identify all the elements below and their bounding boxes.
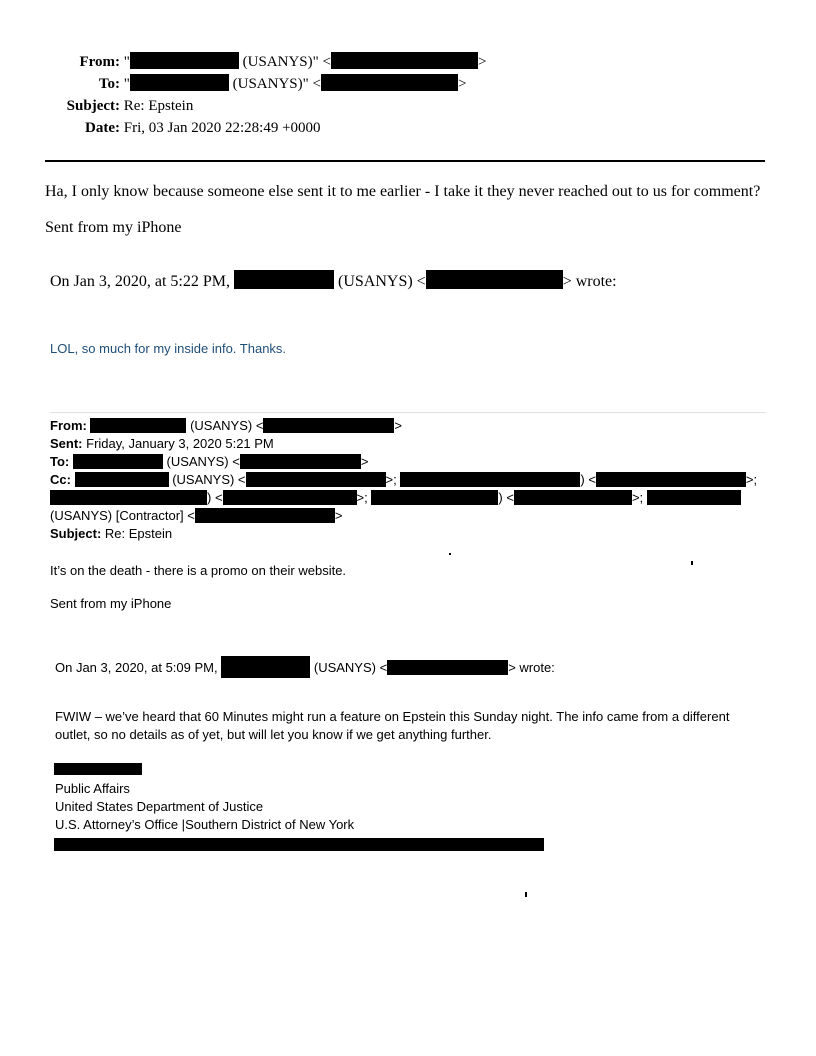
fwd-cc-sep: >; <box>631 490 644 505</box>
fwd-cc-line <box>50 471 757 489</box>
reply-signature: Sent from my iPhone <box>45 219 182 236</box>
from-label: From: <box>79 54 120 70</box>
redaction-bar <box>221 656 310 678</box>
redaction-bar <box>514 490 632 505</box>
fwd-to-close: > <box>360 454 369 469</box>
scan-speck <box>449 553 451 555</box>
fwd-to-org: (USANYS) < <box>166 454 240 469</box>
quote1-intro <box>50 270 617 291</box>
quote2-body-line2: outlet, so no details as of yet, but will let you know if we get anything further. <box>55 727 492 742</box>
redaction-bar <box>223 490 357 505</box>
redaction-bar <box>240 454 361 469</box>
to-org: (USANYS)" < <box>232 76 321 92</box>
quote1-intro-suffix: > wrote: <box>562 273 617 290</box>
from-close: > <box>477 54 487 70</box>
fwd-to-label: To: <box>50 454 70 469</box>
redaction-bar <box>73 454 163 469</box>
fwd-cc-sep: >; <box>385 472 397 487</box>
fwd-from-close: > <box>394 418 403 433</box>
quote1-intro-org: (USANYS) < <box>338 273 426 290</box>
fwd-sent-label: Sent: <box>50 436 83 451</box>
header-from-line <box>0 52 486 72</box>
fwd-contractor-line <box>50 507 342 525</box>
quote2-intro-prefix: On Jan 3, 2020, at 5:09 PM, <box>55 660 218 675</box>
fwd-cc-sep: >; <box>356 490 368 505</box>
subject-value: Re: Epstein <box>123 98 194 114</box>
header-subject-line <box>0 96 193 116</box>
quote2-intro-org: (USANYS) < <box>313 660 388 675</box>
redaction-bar <box>371 490 498 505</box>
fwd-subject-label: Subject: <box>50 526 102 541</box>
sig-office: U.S. Attorney’s Office |Southern District of New York <box>55 817 355 832</box>
quote2-body-line1: FWIW – we’ve heard that 60 Minutes might run a feature on Epstein this Sunday night. The info came from a different <box>55 709 730 724</box>
quote2-intro-suffix: > wrote: <box>508 660 555 675</box>
to-label: To: <box>98 76 120 92</box>
forward-divider <box>50 412 766 413</box>
header-date-line <box>0 118 321 138</box>
redaction-bar <box>54 838 544 851</box>
redaction-bar <box>90 418 186 433</box>
redaction-bar <box>246 472 386 487</box>
fwd-cc-paren: ) < <box>498 490 514 505</box>
redaction-bar <box>400 472 580 487</box>
quote1-intro-prefix: On Jan 3, 2020, at 5:22 PM, <box>50 273 230 290</box>
fwd-cc-paren: ) < <box>580 472 596 487</box>
redaction-bar <box>195 508 335 523</box>
redaction-bar <box>75 472 169 487</box>
to-quote: " <box>123 76 130 92</box>
scan-speck <box>525 892 527 897</box>
redaction-bar <box>130 74 229 91</box>
fwd-cc-org: (USANYS) < <box>172 472 246 487</box>
fwd-from-line <box>50 417 402 435</box>
date-value: Fri, 03 Jan 2020 22:28:49 +0000 <box>123 120 321 136</box>
redaction-bar <box>331 52 478 69</box>
fwd-subject-line <box>50 525 172 543</box>
redaction-bar <box>54 763 142 775</box>
fwd-contractor-close: > <box>334 508 343 523</box>
fwd-subject-value: Re: Epstein <box>104 526 173 541</box>
fwd-contractor-text: (USANYS) [Contractor] < <box>50 508 195 523</box>
from-org: (USANYS)" < <box>242 54 331 70</box>
quote2-intro <box>55 656 555 678</box>
fwd-sent-line <box>50 435 274 453</box>
redaction-bar <box>130 52 239 69</box>
sig-department: Public Affairs <box>55 781 130 796</box>
fwd-to-line <box>50 453 368 471</box>
redaction-bar <box>234 270 334 289</box>
reply-body: Ha, I only know because someone else sent it to me earlier - I take it they never reached out to us for comment? <box>45 183 761 200</box>
fwd-from-label: From: <box>50 418 87 433</box>
redaction-bar <box>387 660 508 675</box>
subject-label: Subject: <box>66 98 120 114</box>
redaction-bar <box>321 74 458 91</box>
fwd-body: It’s on the death - there is a promo on their website. <box>50 563 347 578</box>
sig-organization: United States Department of Justice <box>55 799 264 814</box>
redaction-bar <box>263 418 394 433</box>
to-close: > <box>457 76 467 92</box>
fwd-cc-line-2 <box>50 489 741 507</box>
quote1-body: LOL, so much for my inside info. Thanks. <box>50 341 287 356</box>
redaction-bar <box>647 490 741 505</box>
header-divider <box>45 160 765 162</box>
redaction-bar <box>50 490 207 505</box>
scan-speck <box>691 561 693 565</box>
fwd-cc-paren: ) < <box>207 490 223 505</box>
fwd-from-org: (USANYS) < <box>190 418 264 433</box>
date-label: Date: <box>85 120 120 136</box>
fwd-sent-value: Friday, January 3, 2020 5:21 PM <box>86 436 274 451</box>
fwd-cc-label: Cc: <box>50 472 71 487</box>
header-to-line <box>0 74 466 94</box>
redaction-bar <box>426 270 563 289</box>
redaction-bar <box>596 472 746 487</box>
fwd-signature: Sent from my iPhone <box>50 596 172 611</box>
from-quote: " <box>123 54 130 70</box>
fwd-cc-sep: >; <box>745 472 758 487</box>
